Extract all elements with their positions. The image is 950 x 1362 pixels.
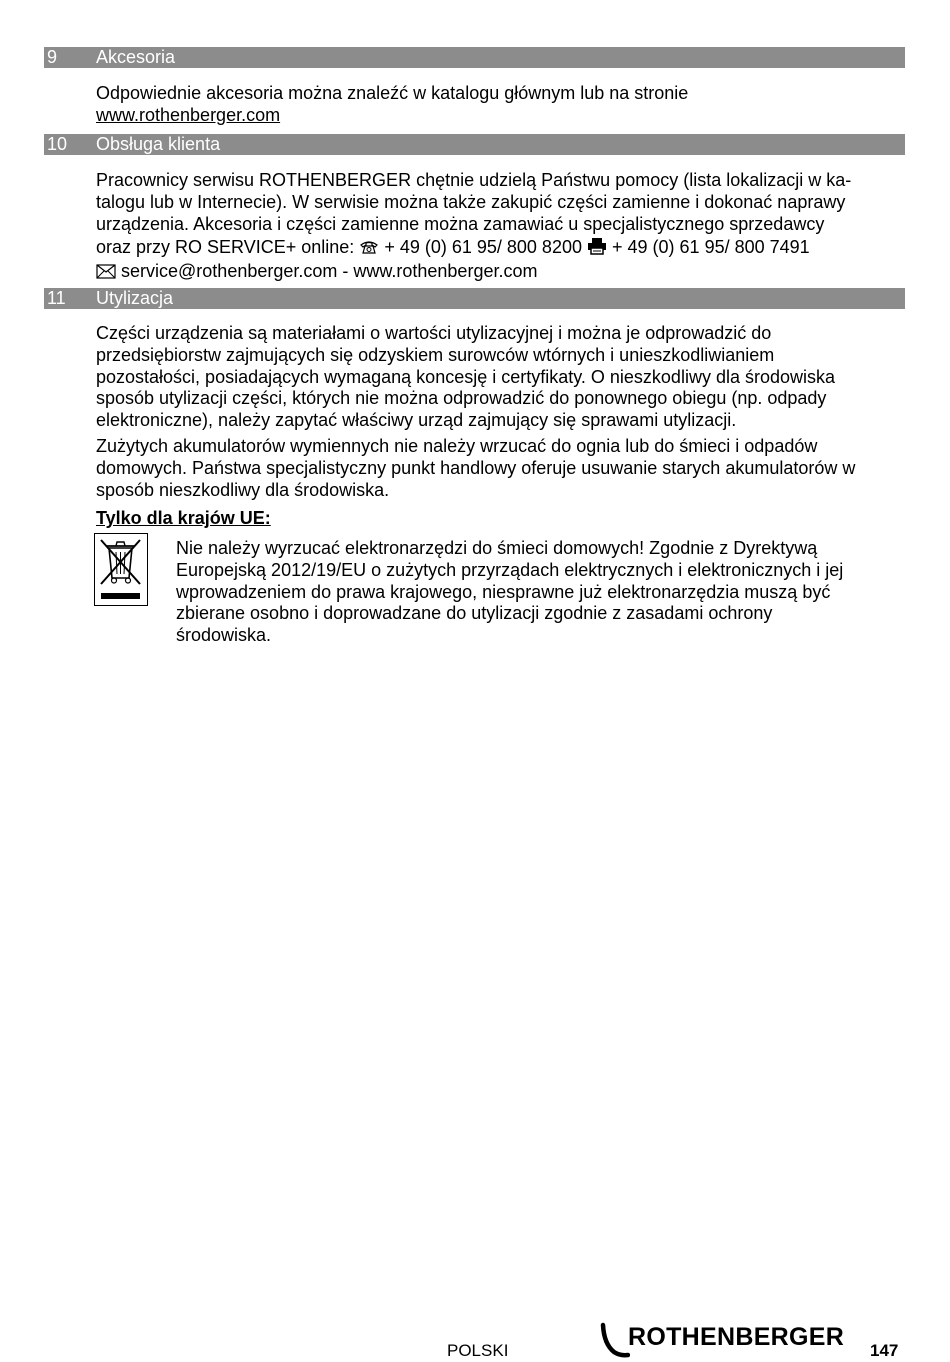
text-line: Nie należy wyrzucać elektronarzędzi do śmieci domowych! Zgodnie z Dyrektywą [176,538,818,558]
footer-language: POLSKI [447,1341,509,1360]
text-line: sposób nieszkodliwy dla środowiska. [96,479,390,500]
disposal-paragraph-2 [96,436,902,501]
logo-wordmark: ROTHENBERGER [628,1323,845,1351]
text-line: Części urządzenia są materiałami o wartości utylizacyjnej i można je odprowadzić do [96,323,772,343]
section-number: 9 [47,47,58,67]
text-line: wprowadzeniem do prawa krajowego, niesprawne już elektronarzędzia muszą być [176,581,831,602]
text-line: talogu lub w Internecie). W serwisie można także zakupić części zamienne i dokonać naprawy [96,191,846,212]
phone-icon [359,237,379,261]
rothenberger-website-link[interactable]: www.rothenberger.com [96,104,281,125]
text-line: pozostałości, posiadających wymaganą koncesję i certyfikaty. O nieszkodliwy dla środowiska [96,366,836,387]
envelope-icon [96,263,116,285]
logo-swoosh-icon [600,1322,630,1358]
disposal-paragraph-1 [96,323,902,432]
email-and-website: service@rothenberger.com - www.rothenberger.com [121,261,538,282]
section-number: 11 [47,288,66,308]
text-line: środowiska. [176,625,272,646]
text-line: Europejską 2012/19/EU o zużytych przyrządach elektrycznych i elektronicznych i jej [176,559,844,580]
text-line: sposób utylizacji części, których nie można odprowadzić do ponownego obiegu (np. odpady [96,388,827,409]
accessories-paragraph [96,83,902,127]
contact-line [96,235,902,261]
text-line: Zużytych akumulatorów wymiennych nie należy wrzucać do ognia lub do śmieci i odpadów [96,436,818,456]
contact-prefix: oraz przy RO SERVICE+ online: [96,237,355,258]
text-line: elektroniczne), należy zapytać właściwy urząd zajmujący się sprawami utylizacji. [96,410,737,431]
text-line: domowych. Państwa specjalistyczny punkt handlowy oferuje usuwanie starych akumulatorów w [96,457,856,478]
section-number: 10 [47,134,68,154]
text-line: Pracownicy serwisu ROTHENBERGER chętnie udzielą Państwu pomocy (lista lokalizacji w ka- [96,170,852,190]
fax-number: + 49 (0) 61 95/ 800 7491 [612,237,810,258]
email-line [96,261,902,285]
text-line: Odpowiednie akcesoria można znaleźć w katalogu głównym lub na stronie [96,83,689,103]
eu-disposal-paragraph [176,538,896,647]
section-header-accessories [44,47,905,68]
text-line: przedsiębiorstw zajmujących się odzyskiem surowców wtórnych i unieszkodliwianiem [96,344,775,365]
section-header-disposal [44,288,905,309]
text-line: urządzenia. Akcesoria i części zamienne można zamawiać u specjalistycznego sprzedawcy [96,213,825,234]
phone-number: + 49 (0) 61 95/ 800 8200 [384,237,582,258]
text-line: zbierane osobno i doprowadzane do utylizacji zgodnie z zasadami ochrony [176,603,773,624]
crossed-out-wheelie-bin-icon [94,533,148,606]
eu-only-heading: Tylko dla krajów UE: [96,508,271,528]
rothenberger-logo [600,1322,852,1358]
section-header-customer-service [44,134,905,155]
section-title: Utylizacja [96,288,174,308]
section-title: Obsługa klienta [96,134,221,154]
fax-icon [587,237,607,261]
section-title: Akcesoria [96,47,176,67]
page-number: 147 [870,1341,899,1360]
customer-service-paragraph [96,170,902,285]
